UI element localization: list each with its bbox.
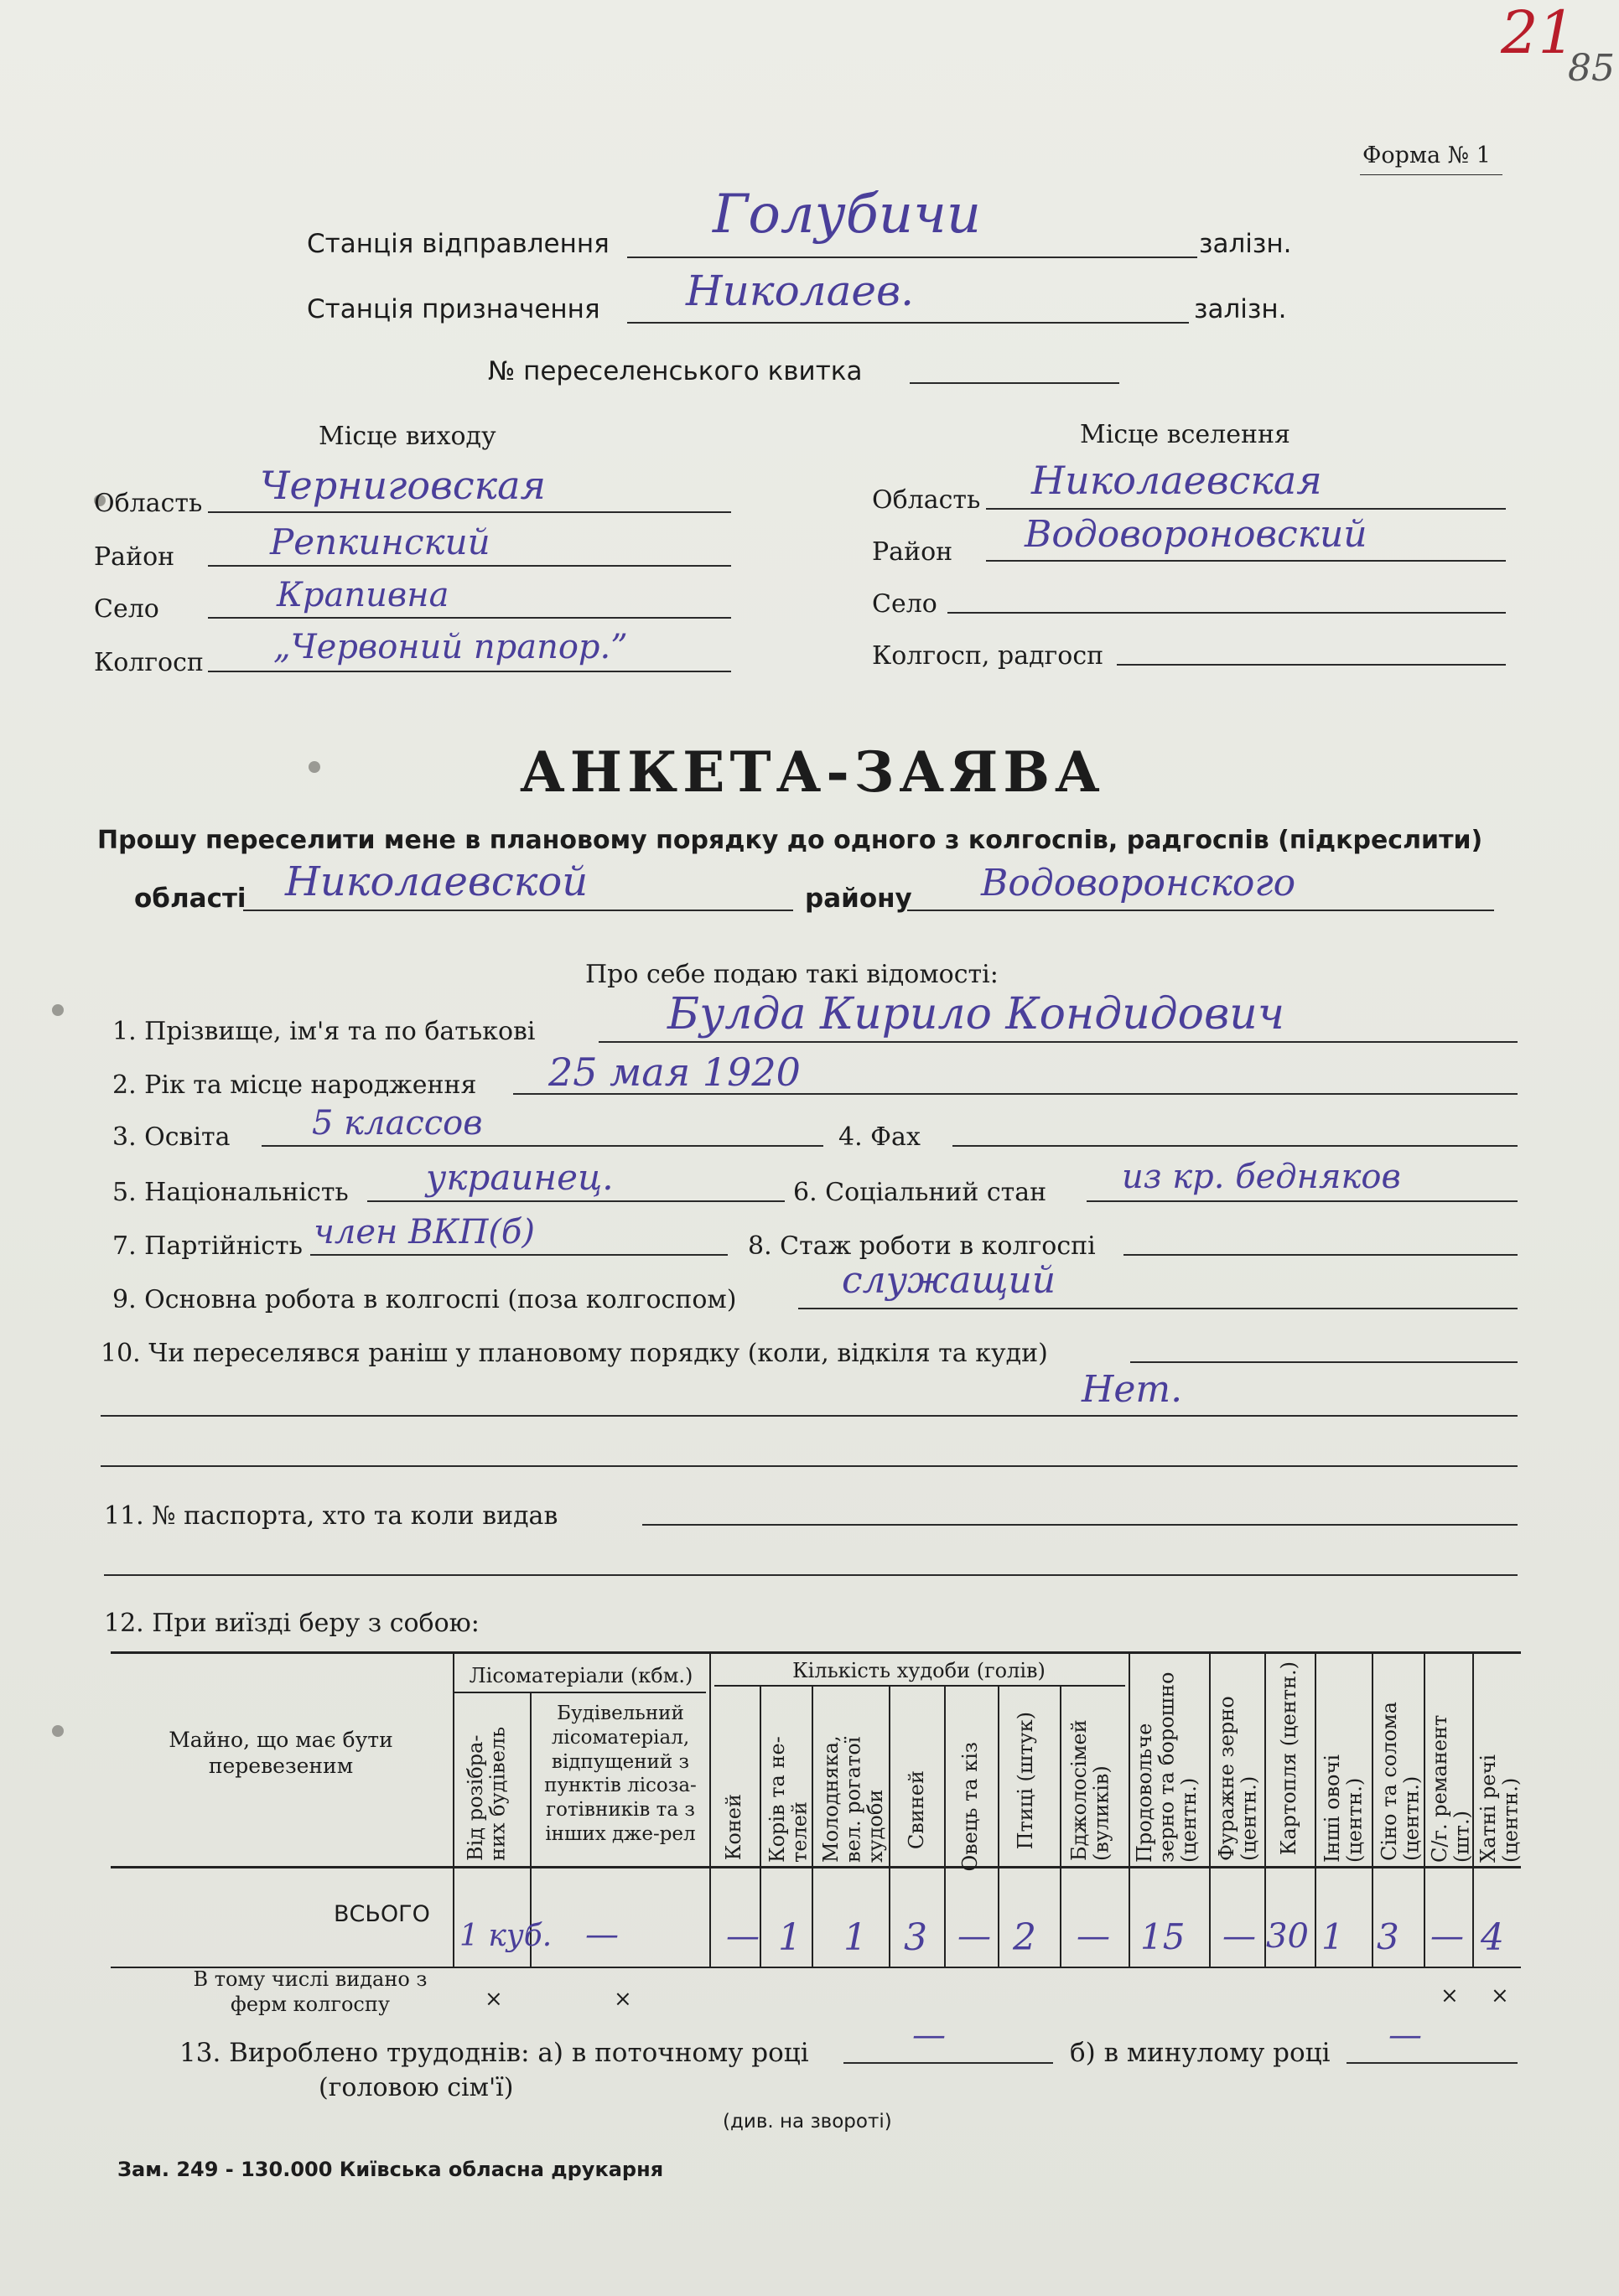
total-building-timber: — xyxy=(585,1915,619,1954)
total-cows: 1 xyxy=(778,1916,802,1959)
exit-raion-label: Район xyxy=(94,542,175,572)
workdays-prev-value: — xyxy=(1388,2016,1422,2055)
field-5-value: украинец. xyxy=(426,1157,614,1198)
request-raion-label: району xyxy=(805,884,912,914)
field-4-label: 4. Фах xyxy=(838,1122,921,1152)
field-7-value: член ВКП(б) xyxy=(314,1213,535,1252)
field-8-label: 8. Стаж роботи в колгоспі xyxy=(748,1231,1096,1261)
farm-mark-building-timber: × xyxy=(614,1987,632,2012)
group-header-timber: Лісоматеріали (кбм.) xyxy=(469,1664,693,1687)
col-header-young: Молодняка, вел. рогатої худоби xyxy=(819,1735,887,1863)
archive-number-red: 21 xyxy=(1501,0,1576,67)
request-raion-value: Водоворонского xyxy=(981,862,1296,904)
settle-kolhosp-label: Колгосп, радгосп xyxy=(872,641,1104,671)
total-grain: 15 xyxy=(1140,1916,1186,1957)
workdays-current-value: — xyxy=(912,2016,946,2055)
col-header-potato: Картопля (центн.) xyxy=(1277,1661,1300,1856)
field-9-label: 9. Основна робота в колгоспі (поза колгоспом) xyxy=(112,1285,737,1314)
workdays-prev-label: б) в минулому році xyxy=(1070,2038,1331,2068)
col-header-hay: Сіно та солома (центн.) xyxy=(1378,1702,1424,1861)
request-text: Прошу переселити мене в плановому порядку до одного з колгоспів, радгоспів (підкреслити) xyxy=(97,826,1483,855)
field-3-label: 3. Освіта xyxy=(112,1122,231,1152)
total-dismantled: 1 куб. xyxy=(459,1919,553,1953)
rail-suffix: залізн. xyxy=(1199,229,1292,259)
group-header-livestock: Кількість худоби (голів) xyxy=(792,1659,1046,1682)
field-6-value: из кр. бедняков xyxy=(1122,1158,1401,1196)
field-2-value: 25 мая 1920 xyxy=(548,1050,801,1095)
intro-text: Про себе подаю такі відомості: xyxy=(585,960,999,989)
total-household: 4 xyxy=(1481,1916,1504,1959)
field-3-value: 5 классов xyxy=(312,1104,483,1143)
field-7-label: 7. Партійність xyxy=(112,1231,303,1261)
col-header-grain: Продовольче зерно та борошно (центн.) xyxy=(1133,1671,1201,1863)
col-header-feed: Фуражне зерно (центн.) xyxy=(1215,1696,1261,1861)
col-header-sheep: Овець та кіз xyxy=(958,1742,982,1872)
request-oblast-label: області xyxy=(134,884,246,914)
row-label-total: ВСЬОГО xyxy=(334,1901,430,1927)
col-header-tools: С/г. реманент (шт.) xyxy=(1428,1714,1474,1863)
archive-number-pencil: 85 xyxy=(1568,47,1615,90)
field-1-value: Булда Кирило Кондидович xyxy=(667,989,1285,1039)
col-header-building-timber: Будівельний лісоматеріал, відпущений з пунктів лісоза-готівників та з інших дже-рел xyxy=(544,1703,697,1845)
settle-selo-label: Село xyxy=(872,589,937,619)
col-header-birds: Птиці (штук) xyxy=(1014,1712,1037,1850)
destination-station-label: Станція призначення xyxy=(307,294,600,324)
col-header-property: Майно, що має бути перевезеним xyxy=(169,1728,393,1779)
field-10-label: 10. Чи переселявся раніш у плановому порядку (коли, відкіля та куди) xyxy=(101,1339,1048,1368)
field-6-label: 6. Соціальний стан xyxy=(793,1178,1047,1207)
settle-raion-value: Водовороновский xyxy=(1025,513,1367,556)
farm-mark-dismantled: × xyxy=(485,1987,503,2012)
exit-selo-value: Крапивна xyxy=(277,576,449,614)
col-header-dismantled: Від розібра-них будівель xyxy=(464,1726,510,1861)
exit-oblast-label: Область xyxy=(94,489,203,518)
field-12-label: 12. При виїзді беру з собою: xyxy=(104,1609,480,1638)
total-young: 1 xyxy=(843,1916,867,1959)
total-horses: — xyxy=(726,1917,760,1956)
printer-imprint: Зам. 249 - 130.000 Київська обласна друкарня xyxy=(117,2158,664,2181)
settle-oblast-label: Область xyxy=(872,485,981,515)
exit-raion-value: Репкинский xyxy=(270,521,490,562)
total-veg: 1 xyxy=(1321,1916,1344,1957)
field-10-value: Нет. xyxy=(1082,1368,1183,1411)
row-label-farm: В тому числі видано з ферм колгоспу xyxy=(193,1967,428,2016)
punch-hole xyxy=(52,1725,64,1737)
total-pigs: 3 xyxy=(904,1916,927,1959)
exit-kolhosp-value: „Червоний прапор.” xyxy=(273,628,628,666)
total-sheep: — xyxy=(957,1917,991,1956)
total-hay: 3 xyxy=(1377,1916,1399,1957)
punch-hole xyxy=(52,1004,64,1016)
total-birds: 2 xyxy=(1013,1916,1036,1959)
rail-suffix: залізн. xyxy=(1194,294,1287,324)
field-2-label: 2. Рік та місце народження xyxy=(112,1070,477,1100)
exit-kolhosp-label: Колгосп xyxy=(94,648,204,677)
settle-oblast-value: Николаевская xyxy=(1031,458,1322,503)
total-potato: 30 xyxy=(1266,1917,1309,1956)
col-header-pigs: Свиней xyxy=(905,1770,928,1850)
settle-raion-label: Район xyxy=(872,537,953,567)
total-tools: — xyxy=(1430,1917,1464,1956)
exit-selo-label: Село xyxy=(94,594,159,624)
farm-mark-tools: × xyxy=(1440,1983,1459,2008)
ticket-label: № переселенського квитка xyxy=(488,356,863,386)
departure-station-value: Голубичи xyxy=(713,184,982,246)
field-5-label: 5. Національність xyxy=(112,1178,349,1207)
destination-station-value: Николаев. xyxy=(686,267,914,315)
col-header-veg: Інші овочі (центн.) xyxy=(1321,1754,1367,1863)
workdays-sub: (головою сім'ї) xyxy=(319,2073,514,2102)
total-bees: — xyxy=(1077,1917,1110,1956)
settle-heading: Місце вселення xyxy=(1080,420,1290,449)
field-9-value: служащий xyxy=(842,1259,1056,1302)
see-back-note: (див. на звороті) xyxy=(723,2111,892,2133)
exit-heading: Місце виходу xyxy=(319,422,496,451)
farm-mark-household: × xyxy=(1491,1983,1509,2008)
exit-oblast-value: Черниговская xyxy=(260,463,546,508)
request-oblast-value: Николаевской xyxy=(285,858,589,905)
field-11-label: 11. № паспорта, хто та коли видав xyxy=(104,1501,558,1531)
total-feed: — xyxy=(1222,1917,1256,1956)
form-number: Форма № 1 xyxy=(1362,143,1491,168)
col-header-cows: Корів та не-телей xyxy=(765,1736,812,1863)
page-title: АНКЕТА-ЗАЯВА xyxy=(520,739,1105,805)
col-header-household: Хатні речі (центн.) xyxy=(1476,1754,1523,1863)
field-1-label: 1. Прізвище, ім'я та по батькові xyxy=(112,1017,536,1046)
punch-hole xyxy=(309,761,320,773)
col-header-bees: Бджолосімей (вуликів) xyxy=(1067,1719,1113,1861)
workdays-label: 13. Вироблено трудоднів: а) в поточному році xyxy=(179,2038,809,2068)
departure-station-label: Станція відправлення xyxy=(307,229,610,259)
col-header-horses: Коней xyxy=(722,1794,745,1861)
